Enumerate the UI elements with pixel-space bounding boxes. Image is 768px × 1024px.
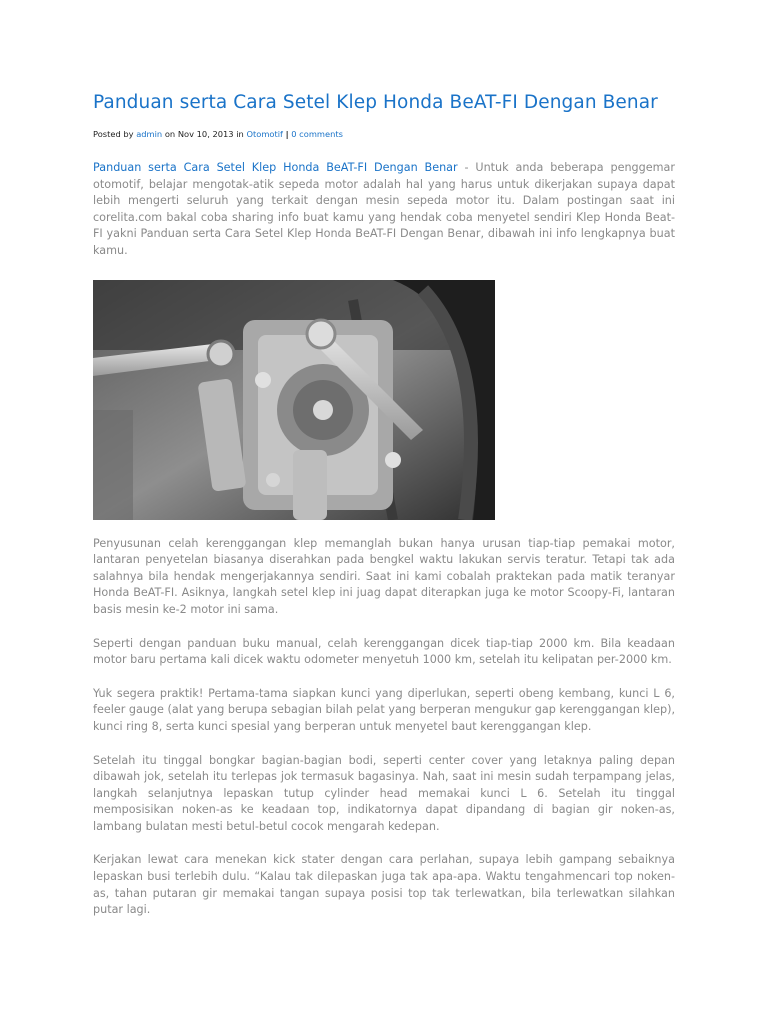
in-label: in <box>236 129 244 139</box>
paragraph-3: Yuk segera praktik! Pertama-tama siapkan kunci yang diperlukan, seperti obeng kembang, kunci L 6, feeler gauge (alat yang berupa sebagian bilah pelat yang berperan mengukur gap kerenggangan klep), kunci ring 8, serta kunci spesial yang berperan untuk menyetel baut kerenggangan klep. <box>93 686 675 733</box>
comments-link[interactable]: 0 comments <box>291 129 343 139</box>
intro-paragraph <box>93 160 675 260</box>
paragraph-5: Kerjakan lewat cara menekan kick stater dengan cara perlahan, supaya lebih gampang sebaiknya lepaskan busi terlebih dulu. “Kalau tak dilepaskan juga tak apa-apa. Waktu tengahmencari top noken-as, tahan putaran gir memakai tangan supaya posisi top tak terlewatkan, bila terlewatkan silahkan putar lagi. <box>93 853 675 917</box>
post-title[interactable]: Panduan serta Cara Setel Klep Honda BeAT-FI Dengan Benar <box>93 92 658 113</box>
paragraph-2: Seperti dengan panduan buku manual, celah kerenggangan dicek tiap-tiap 2000 km. Bila keadaan motor baru pertama kali dicek waktu odometer menyetuh 1000 km, setelah itu kelipatan per-2000 km. <box>93 636 675 667</box>
article <box>93 88 675 919</box>
engine-valve-photo <box>93 280 495 520</box>
meta-separator: | <box>285 129 289 139</box>
post-body <box>93 160 675 919</box>
intro-text: - Untuk anda beberapa penggemar otomotif, belajar mengotak-atik sepeda motor adalah hal yang harus untuk dikerjakan supaya dapat lebih mengerti seluruh yang terkait dengan mesin sepeda motor itu. Dalam postingan saat ini corelita.com bakal coba sharing info buat kamu yang hendak coba menyetel sendiri Klep Honda Beat-FI yakni Panduan serta Cara Setel Klep Honda BeAT-FI Dengan Benar, dibawah ini info lengkapnya buat kamu. <box>93 161 675 257</box>
intro-link[interactable]: Panduan serta Cara Setel Klep Honda BeAT-FI Dengan Benar <box>93 161 458 174</box>
posted-by-label: Posted by <box>93 129 134 139</box>
paragraph-1: Penyusunan celah kerenggangan klep memanglah bukan hanya urusan tiap-tiap pemakai motor, lantaran penyetelan biasanya diserahkan pada bengkel waktu lakukan servis teratur. Tetapi tak ada salahnya bila hendak mengerjakannya sendiri. Saat ini kami cobalah praktekan pada matik teranyar Honda BeAT-FI. Asiknya, langkah setel klep ini juag dapat diterapkan juga ke motor Scoopy-Fi, lantaran basis mesin ke-2 motor ini sama. <box>93 536 675 616</box>
on-label: on <box>164 129 176 139</box>
engine-photo-illustration <box>93 280 495 520</box>
post-date: Nov 10, 2013 <box>177 129 234 139</box>
post-meta <box>93 128 675 140</box>
category-link[interactable]: Otomotif <box>246 129 283 139</box>
author-link[interactable]: admin <box>136 129 163 139</box>
paragraph-4: Setelah itu tinggal bongkar bagian-bagian bodi, seperti center cover yang letaknya paling depan dibawah jok, setelah itu terlepas jok termasuk bagasinya. Nah, saat ini mesin sudah terpampang jelas, langkah selanjutnya lepaskan tutup cylinder head memakai kunci L 6. Setelah itu tinggal memposisikan noken-as ke keadaan top, indikatornya dapat dipandang di bagian gir noken-as, lambang bulatan mesti betul-betul cocok mengarah kedepan. <box>93 753 675 833</box>
